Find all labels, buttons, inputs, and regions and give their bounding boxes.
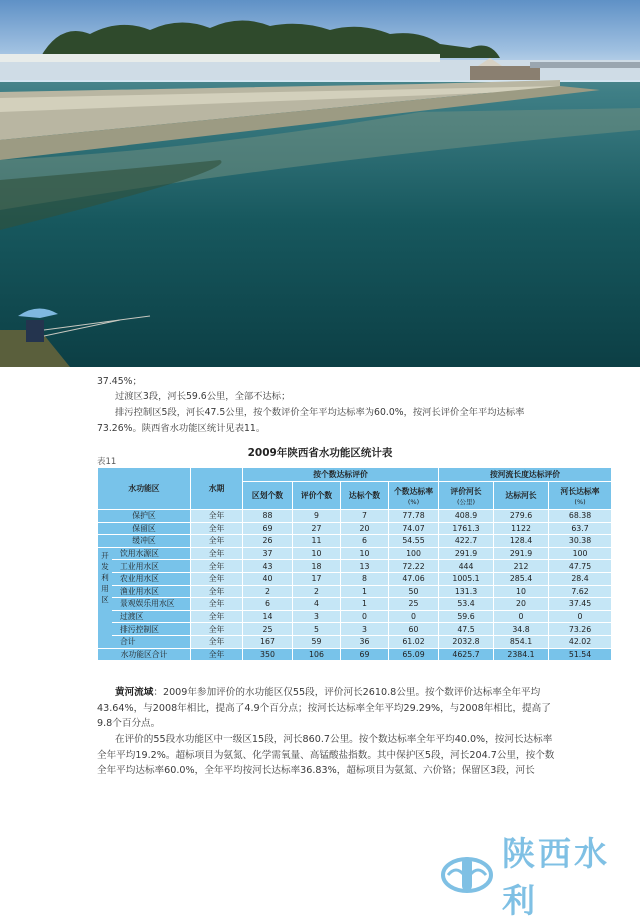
lake-photo [0,0,640,367]
table-row [98,560,612,573]
cell: 100 [389,547,439,560]
cell: 59 [293,635,341,648]
header-qualified-count: 达标个数 [341,482,389,510]
header-count-rate-label: 个数达标率 [394,486,433,496]
cell: 28.4 [549,572,612,585]
cell: 2032.8 [439,635,494,648]
shaanxi-water-logo-icon [438,853,496,897]
body-p1-line3: 9.8个百分点。 [97,718,161,729]
table-row [98,598,612,611]
cell: 47.75 [549,560,612,573]
table-row [98,610,612,623]
period-cell: 全年 [191,560,243,573]
cell: 50 [389,585,439,598]
header-division-count: 区划个数 [243,482,293,510]
cell: 74.07 [389,522,439,535]
table-row [98,535,612,548]
cell: 37.45 [549,598,612,611]
cell: 854.1 [494,635,549,648]
cell: 25 [243,623,293,636]
period-cell: 全年 [191,635,243,648]
header-evaluated-length [439,482,494,510]
cell: 3 [341,623,389,636]
zone-name: 合计 [98,635,191,648]
zone-name: 饮用水源区 [120,549,159,559]
cell: 36 [341,635,389,648]
cell: 7.62 [549,585,612,598]
table-row [98,510,612,523]
cell: 13 [341,560,389,573]
cell: 1122 [494,522,549,535]
cell: 73.26 [549,623,612,636]
period-cell: 全年 [191,547,243,560]
cell: 100 [549,547,612,560]
cell: 26 [243,535,293,548]
table-row [98,623,612,636]
cell: 60 [389,623,439,636]
cell: 0 [389,610,439,623]
cell: 47.5 [439,623,494,636]
header-zone: 水功能区 [98,468,191,510]
cell: 2384.1 [494,648,549,661]
cell: 291.9 [439,547,494,560]
cell: 88 [243,510,293,523]
cell: 408.9 [439,510,494,523]
cell: 69 [243,522,293,535]
body-p1-rest: ：2009年参加评价的水功能区仅55段，评价河长2610.8公里。按个数评价达标率全年平均 [153,687,541,698]
cell: 10 [494,585,549,598]
cell: 1005.1 [439,572,494,585]
intro-line-3: 排污控制区5段，河长47.5公里，按个数评价全年平均达标率为60.0%，按河长评价全年平均达标率 [115,407,525,418]
cell: 4 [293,598,341,611]
period-cell: 全年 [191,585,243,598]
zone-name: 水功能区合计 [98,648,191,661]
intro-line-2: 过渡区3段，河长59.6公里，全部不达标； [115,391,291,402]
cell: 6 [243,598,293,611]
cell: 40 [243,572,293,585]
cell: 6 [341,535,389,548]
water-function-zone-table [97,467,612,661]
shaanxi-water-logo [438,828,640,922]
cell: 350 [243,648,293,661]
table-row [98,585,612,598]
section-heading: 黄河流域 [115,687,154,698]
dev-zone-label: 开发利用区 [98,548,112,643]
header-group-length: 按河流长度达标评价 [439,468,612,482]
cell: 30.38 [549,535,612,548]
table-row [98,635,612,648]
cell: 47.06 [389,572,439,585]
cell: 18 [293,560,341,573]
cell: 20 [341,522,389,535]
cell: 34.8 [494,623,549,636]
table-code: 表11 [97,457,117,467]
header-length-rate-unit: (%) [574,497,586,506]
cell: 61.02 [389,635,439,648]
header-evaluated-length-unit: (公里) [456,497,476,506]
cell: 279.6 [494,510,549,523]
cell: 65.09 [389,648,439,661]
cell: 7 [341,510,389,523]
cell: 5 [293,623,341,636]
cell: 1 [341,585,389,598]
cell: 42.02 [549,635,612,648]
header-evaluated-count: 评价个数 [293,482,341,510]
cell: 37 [243,547,293,560]
zone-name: 缓冲区 [98,535,191,548]
cell: 25 [389,598,439,611]
cell: 27 [293,522,341,535]
period-cell: 全年 [191,572,243,585]
cell: 43 [243,560,293,573]
cell: 53.4 [439,598,494,611]
cell: 20 [494,598,549,611]
cell: 10 [341,547,389,560]
period-cell: 全年 [191,598,243,611]
cell: 4625.7 [439,648,494,661]
cell: 17 [293,572,341,585]
header-group-count: 按个数达标评价 [243,468,439,482]
zone-name: 过渡区 [98,610,191,623]
zone-name: 农业用水区 [98,572,191,585]
cell: 422.7 [439,535,494,548]
cell: 1761.3 [439,522,494,535]
cell: 69 [341,648,389,661]
cell: 63.7 [549,522,612,535]
header-period: 水期 [191,468,243,510]
header-evaluated-length-label: 评价河长 [450,486,482,496]
header-count-rate-unit: (%) [407,497,420,506]
cell: 131.3 [439,585,494,598]
period-cell: 全年 [191,535,243,548]
cell: 2 [243,585,293,598]
cell: 444 [439,560,494,573]
cell: 11 [293,535,341,548]
cell: 106 [293,648,341,661]
cell: 1 [341,598,389,611]
table-row-total [98,648,612,661]
cell: 8 [341,572,389,585]
cell: 77.78 [389,510,439,523]
table-row [98,572,612,585]
period-cell: 全年 [191,522,243,535]
cell: 167 [243,635,293,648]
period-cell: 全年 [191,623,243,636]
cell: 2 [293,585,341,598]
cell: 9 [293,510,341,523]
intro-line-4: 73.26%。陕西省水功能区统计见表11。 [97,423,266,434]
cell: 59.6 [439,610,494,623]
cell: 285.4 [494,572,549,585]
header-qualified-length: 达标河长 [494,482,549,510]
period-cell: 全年 [191,510,243,523]
cell: 14 [243,610,293,623]
zone-name: 景观娱乐用水区 [98,598,191,611]
period-cell: 全年 [191,610,243,623]
body-p2-line2: 全年平均19.2%。超标项目为氨氮、化学需氧量、高锰酸盐指数。其中保护区5段，河长204.7公里，按个数 [97,750,555,761]
cell: 212 [494,560,549,573]
body-p1-line2: 43.64%，与2008年相比，提高了4.9个百分点；按河长达标率全年平均29.29%，与2008年相比，提高了 [97,703,551,714]
table-row [98,547,612,560]
period-cell: 全年 [191,648,243,661]
body-p2-line1: 在评价的55段水功能区中一级区15段，河长860.7公里。按个数达标率全年平均40.0%，按河长达标率 [115,734,553,745]
cell: 68.38 [549,510,612,523]
logo-text: 陕西水利 [502,834,610,920]
table-row [98,522,612,535]
intro-line-1: 37.45%； [97,376,142,387]
header-count-rate [389,482,439,510]
cell: 72.22 [389,560,439,573]
header-length-rate [549,482,612,510]
header-length-rate-label: 河长达标率 [560,486,600,496]
zone-name: 排污控制区 [98,623,191,636]
cell: 291.9 [494,547,549,560]
zone-name: 工业用水区 [98,560,191,573]
cell: 0 [549,610,612,623]
cell: 0 [341,610,389,623]
cell: 10 [293,547,341,560]
zone-name: 保留区 [98,522,191,535]
cell: 128.4 [494,535,549,548]
cell: 3 [293,610,341,623]
cell: 54.55 [389,535,439,548]
body-p1-line1 [97,685,615,701]
cell: 51.54 [549,648,612,661]
zone-name: 保护区 [98,510,191,523]
body-p2-line3: 全年平均达标率60.0%，全年平均按河长达标率36.83%，超标项目为氨氮、六价铬；保留区3段，河长 [97,765,535,776]
cell: 0 [494,610,549,623]
table-title: 2009年陕西省水功能区统计表 [247,447,393,459]
zone-name: 渔业用水区 [98,585,191,598]
